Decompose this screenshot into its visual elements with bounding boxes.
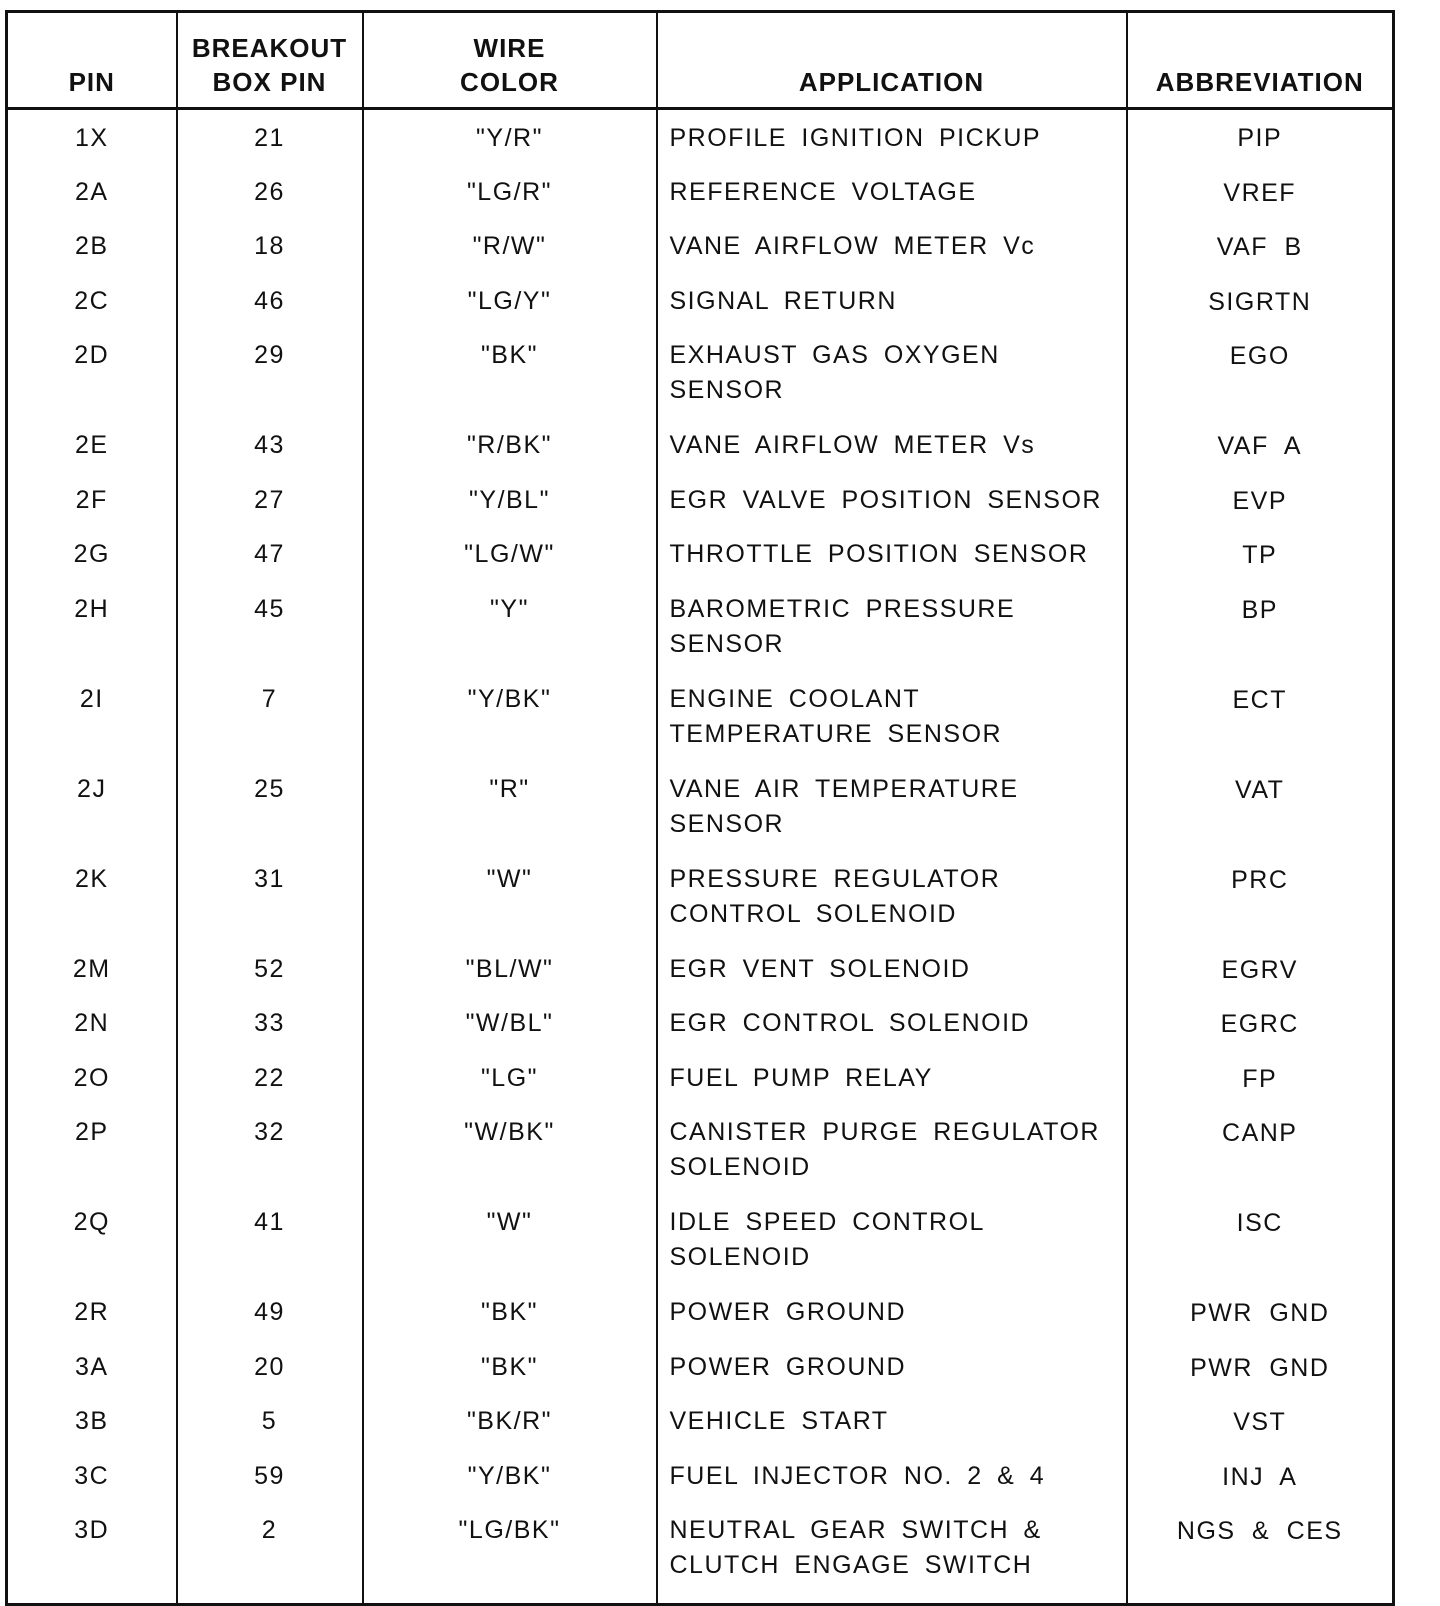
- application-line1: PRESSURE REGULATOR: [669, 864, 1001, 893]
- cell-breakout-box-pin: [177, 229, 363, 284]
- cell-abbreviation: [1127, 1205, 1394, 1295]
- cell-wire-color: [363, 1061, 657, 1116]
- pin-value: 2F: [75, 485, 108, 514]
- abbreviation-value: FP: [1242, 1064, 1278, 1093]
- cell-abbreviation: [1127, 1404, 1394, 1459]
- cell-application: [657, 952, 1127, 1007]
- box-pin-value: 25: [254, 774, 285, 803]
- box-pin-value: 26: [254, 177, 285, 206]
- cell-application: [657, 862, 1127, 952]
- cell-breakout-box-pin: [177, 1459, 363, 1514]
- header-wire-line1: WIRE: [473, 33, 546, 63]
- cell-application: [657, 175, 1127, 230]
- cell-pin: [7, 1513, 177, 1605]
- wire-color-value: "BK": [480, 341, 539, 369]
- cell-pin: [7, 1295, 177, 1350]
- application-line2: SOLENOID: [669, 1243, 811, 1271]
- table-header: [7, 12, 1394, 109]
- cell-pin: [7, 537, 177, 592]
- cell-wire-color: [363, 1205, 657, 1295]
- abbreviation-value: EGRV: [1221, 955, 1298, 984]
- cell-breakout-box-pin: [177, 1513, 363, 1605]
- application-line1: VANE AIRFLOW METER Vs: [669, 431, 1036, 459]
- table-row: [7, 1459, 1394, 1514]
- wire-color-value: "LG/BK": [458, 1516, 561, 1544]
- cell-pin: [7, 109, 177, 175]
- wire-color-value: "W": [486, 864, 533, 893]
- cell-abbreviation: [1127, 1459, 1394, 1514]
- box-pin-value: 22: [254, 1063, 285, 1092]
- wire-color-value: "BK/R": [466, 1407, 553, 1435]
- cell-breakout-box-pin: [177, 338, 363, 428]
- box-pin-value: 43: [254, 431, 285, 459]
- application-line1: VEHICLE START: [669, 1407, 889, 1435]
- box-pin-value: 33: [254, 1009, 285, 1037]
- pin-value: 2H: [74, 594, 110, 623]
- cell-wire-color: [363, 1404, 657, 1459]
- wire-color-value: "Y": [490, 594, 529, 623]
- wire-color-value: "LG": [480, 1063, 539, 1092]
- wire-color-value: "BL/W": [465, 954, 554, 983]
- box-pin-value: 20: [254, 1352, 285, 1381]
- cell-application: [657, 1205, 1127, 1295]
- abbreviation-value: ISC: [1236, 1209, 1283, 1237]
- table-row: [7, 952, 1394, 1007]
- cell-pin: [7, 1205, 177, 1295]
- application-line1: POWER GROUND: [669, 1298, 906, 1326]
- cell-wire-color: [363, 682, 657, 772]
- cell-breakout-box-pin: [177, 592, 363, 682]
- pin-value: 2P: [74, 1118, 109, 1146]
- box-pin-value: 45: [254, 594, 285, 623]
- header-row: [7, 12, 1394, 109]
- abbreviation-value: PWR GND: [1190, 1299, 1330, 1327]
- cell-wire-color: [363, 483, 657, 538]
- pin-value: 2I: [79, 684, 104, 713]
- abbreviation-value: PWR GND: [1190, 1353, 1330, 1382]
- cell-application: [657, 229, 1127, 284]
- cell-wire-color: [363, 109, 657, 175]
- cell-breakout-box-pin: [177, 1061, 363, 1116]
- cell-abbreviation: [1127, 1115, 1394, 1205]
- box-pin-value: 21: [254, 124, 285, 152]
- wire-color-value: "W/BL": [465, 1009, 554, 1037]
- abbreviation-value: PRC: [1231, 865, 1289, 894]
- box-pin-value: 2: [261, 1516, 278, 1544]
- cell-breakout-box-pin: [177, 1295, 363, 1350]
- application-line1: CANISTER PURGE REGULATOR: [669, 1118, 1100, 1146]
- cell-breakout-box-pin: [177, 1115, 363, 1205]
- application-line1: FUEL PUMP RELAY: [669, 1063, 933, 1092]
- box-pin-value: 29: [254, 341, 285, 369]
- wire-color-value: "Y/BK": [467, 1461, 552, 1490]
- cell-application: [657, 1006, 1127, 1061]
- box-pin-value: 46: [254, 286, 285, 315]
- cell-application: [657, 1115, 1127, 1205]
- cell-breakout-box-pin: [177, 1006, 363, 1061]
- pin-value: 2G: [73, 540, 110, 568]
- header-wire-color: [363, 12, 657, 109]
- wire-color-value: "Y/R": [476, 124, 543, 152]
- cell-application: [657, 483, 1127, 538]
- cell-pin: [7, 338, 177, 428]
- wire-color-value: "BK": [480, 1352, 539, 1381]
- cell-wire-color: [363, 175, 657, 230]
- cell-abbreviation: [1127, 1295, 1394, 1350]
- application-line1: VANE AIR TEMPERATURE: [669, 774, 1019, 803]
- pin-value: 1X: [74, 124, 109, 152]
- cell-breakout-box-pin: [177, 428, 363, 483]
- abbreviation-value: BP: [1241, 595, 1278, 624]
- cell-breakout-box-pin: [177, 284, 363, 339]
- application-line2: TEMPERATURE SENSOR: [669, 719, 1003, 748]
- cell-abbreviation: [1127, 175, 1394, 230]
- abbreviation-value: INJ A: [1222, 1462, 1298, 1491]
- cell-application: [657, 1513, 1127, 1605]
- cell-pin: [7, 1459, 177, 1514]
- table-row: [7, 229, 1394, 284]
- application-line1: POWER GROUND: [669, 1352, 906, 1381]
- abbreviation-value: VAF A: [1217, 432, 1302, 460]
- header-pin: [7, 12, 177, 109]
- box-pin-value: 31: [254, 864, 285, 893]
- box-pin-value: 32: [254, 1118, 285, 1146]
- pin-value: 2M: [72, 954, 111, 983]
- cell-wire-color: [363, 284, 657, 339]
- cell-pin: [7, 229, 177, 284]
- cell-breakout-box-pin: [177, 175, 363, 230]
- table-row: [7, 1350, 1394, 1405]
- cell-pin: [7, 1006, 177, 1061]
- cell-pin: [7, 284, 177, 339]
- cell-wire-color: [363, 1459, 657, 1514]
- pin-value: 3C: [74, 1461, 110, 1490]
- cell-application: [657, 1295, 1127, 1350]
- cell-pin: [7, 682, 177, 772]
- cell-pin: [7, 862, 177, 952]
- cell-breakout-box-pin: [177, 537, 363, 592]
- cell-abbreviation: [1127, 284, 1394, 339]
- table-row: [7, 592, 1394, 682]
- cell-application: [657, 284, 1127, 339]
- cell-breakout-box-pin: [177, 952, 363, 1007]
- wire-color-value: "W/BK": [464, 1118, 555, 1146]
- application-line2: SENSOR: [669, 809, 785, 838]
- abbreviation-value: ECT: [1232, 685, 1287, 714]
- table-row: [7, 1205, 1394, 1295]
- box-pin-value: 47: [254, 540, 285, 568]
- cell-breakout-box-pin: [177, 109, 363, 175]
- application-line1: EGR VENT SOLENOID: [669, 954, 971, 983]
- pin-value: 2C: [74, 286, 110, 315]
- cell-application: [657, 428, 1127, 483]
- application-line1: VANE AIRFLOW METER Vc: [669, 232, 1036, 260]
- cell-abbreviation: [1127, 952, 1394, 1007]
- cell-wire-color: [363, 1115, 657, 1205]
- abbreviation-value: VREF: [1223, 178, 1297, 207]
- cell-pin: [7, 175, 177, 230]
- table-row: [7, 1115, 1394, 1205]
- pin-value: 2N: [74, 1009, 110, 1037]
- table-row: [7, 1061, 1394, 1116]
- abbreviation-value: EGRC: [1220, 1010, 1299, 1038]
- box-pin-value: 41: [254, 1208, 285, 1236]
- cell-abbreviation: [1127, 229, 1394, 284]
- box-pin-value: 7: [261, 684, 278, 713]
- application-line1: PROFILE IGNITION PICKUP: [669, 124, 1042, 152]
- cell-abbreviation: [1127, 1350, 1394, 1405]
- wire-color-value: "Y/BL": [469, 485, 550, 514]
- wire-color-value: "BK": [480, 1298, 539, 1326]
- cell-wire-color: [363, 1513, 657, 1605]
- cell-application: [657, 1459, 1127, 1514]
- table-row: [7, 537, 1394, 592]
- cell-application: [657, 1350, 1127, 1405]
- pin-value: 2K: [74, 864, 109, 893]
- application-line1: EXHAUST GAS OXYGEN: [669, 341, 1000, 369]
- cell-breakout-box-pin: [177, 682, 363, 772]
- table-row: [7, 284, 1394, 339]
- cell-wire-color: [363, 229, 657, 284]
- cell-wire-color: [363, 537, 657, 592]
- wire-color-value: "LG/Y": [467, 286, 552, 315]
- header-abbreviation: [1127, 12, 1394, 109]
- cell-application: [657, 109, 1127, 175]
- pin-value: 2Q: [73, 1208, 110, 1236]
- cell-abbreviation: [1127, 428, 1394, 483]
- table-row: [7, 1006, 1394, 1061]
- pin-value: 2E: [74, 431, 109, 459]
- cell-abbreviation: [1127, 1061, 1394, 1116]
- cell-pin: [7, 772, 177, 862]
- cell-abbreviation: [1127, 772, 1394, 862]
- wire-color-value: "R/BK": [466, 431, 553, 459]
- application-line1: BAROMETRIC PRESSURE: [669, 594, 1016, 623]
- cell-application: [657, 592, 1127, 682]
- header-pin-label: PIN: [68, 67, 115, 97]
- wire-color-value: "R/W": [472, 232, 547, 260]
- box-pin-value: 49: [254, 1298, 285, 1326]
- cell-abbreviation: [1127, 1513, 1394, 1605]
- table-row: [7, 338, 1394, 428]
- cell-application: [657, 1404, 1127, 1459]
- table-row: [7, 483, 1394, 538]
- application-line2: SOLENOID: [669, 1153, 811, 1181]
- box-pin-value: 18: [254, 232, 285, 260]
- cell-pin: [7, 952, 177, 1007]
- application-line2: CLUTCH ENGAGE SWITCH: [669, 1551, 1033, 1579]
- application-line1: THROTTLE POSITION SENSOR: [669, 540, 1089, 568]
- cell-breakout-box-pin: [177, 1350, 363, 1405]
- cell-abbreviation: [1127, 1006, 1394, 1061]
- box-pin-value: 52: [254, 954, 285, 983]
- cell-application: [657, 682, 1127, 772]
- cell-pin: [7, 1115, 177, 1205]
- wire-color-value: "LG/R": [466, 177, 553, 206]
- cell-abbreviation: [1127, 483, 1394, 538]
- cell-abbreviation: [1127, 592, 1394, 682]
- box-pin-value: 27: [254, 485, 285, 514]
- abbreviation-value: PIP: [1237, 124, 1283, 152]
- abbreviation-value: EVP: [1232, 486, 1288, 515]
- cell-pin: [7, 428, 177, 483]
- pin-value: 2A: [74, 177, 109, 206]
- table-row: [7, 428, 1394, 483]
- cell-wire-color: [363, 338, 657, 428]
- abbreviation-value: NGS & CES: [1176, 1517, 1343, 1545]
- header-wire-line2: COLOR: [460, 67, 559, 97]
- cell-breakout-box-pin: [177, 772, 363, 862]
- pin-value: 2B: [74, 232, 109, 260]
- header-breakout-line2: BOX PIN: [212, 67, 327, 97]
- table-row: [7, 109, 1394, 175]
- table-body: [7, 109, 1394, 1605]
- cell-pin: [7, 483, 177, 538]
- table-row: [7, 1295, 1394, 1350]
- header-breakout-line1: BREAKOUT: [191, 33, 348, 63]
- cell-breakout-box-pin: [177, 1205, 363, 1295]
- cell-pin: [7, 592, 177, 682]
- application-line1: REFERENCE VOLTAGE: [669, 177, 977, 206]
- application-line2: SENSOR: [669, 629, 785, 658]
- wire-color-value: "Y/BK": [467, 684, 552, 713]
- cell-application: [657, 537, 1127, 592]
- application-line2: SENSOR: [669, 376, 785, 404]
- application-line1: EGR CONTROL SOLENOID: [669, 1009, 1031, 1037]
- table-row: [7, 1513, 1394, 1605]
- cell-wire-color: [363, 1295, 657, 1350]
- pin-value: 3A: [74, 1352, 109, 1381]
- cell-abbreviation: [1127, 682, 1394, 772]
- cell-application: [657, 1061, 1127, 1116]
- pin-value: 3B: [74, 1407, 109, 1435]
- pin-value: 2R: [74, 1298, 110, 1326]
- cell-breakout-box-pin: [177, 862, 363, 952]
- abbreviation-value: SIGRTN: [1208, 287, 1312, 316]
- cell-abbreviation: [1127, 537, 1394, 592]
- cell-abbreviation: [1127, 338, 1394, 428]
- table-row: [7, 682, 1394, 772]
- pin-value: 2J: [77, 774, 107, 803]
- box-pin-value: 59: [254, 1461, 285, 1490]
- table-row: [7, 175, 1394, 230]
- cell-breakout-box-pin: [177, 1404, 363, 1459]
- application-line2: CONTROL SOLENOID: [669, 899, 957, 928]
- pin-value: 2D: [74, 341, 110, 369]
- abbreviation-value: CANP: [1222, 1119, 1298, 1147]
- cell-abbreviation: [1127, 109, 1394, 175]
- cell-wire-color: [363, 1350, 657, 1405]
- application-line1: IDLE SPEED CONTROL: [669, 1208, 985, 1236]
- cell-wire-color: [363, 772, 657, 862]
- cell-wire-color: [363, 862, 657, 952]
- header-application-label: APPLICATION: [798, 67, 985, 97]
- cell-pin: [7, 1350, 177, 1405]
- header-application: [657, 12, 1127, 109]
- table-row: [7, 1404, 1394, 1459]
- cell-wire-color: [363, 428, 657, 483]
- cell-application: [657, 338, 1127, 428]
- application-line1: ENGINE COOLANT: [669, 684, 921, 713]
- header-breakout-box-pin: [177, 12, 363, 109]
- wire-color-value: "R": [489, 774, 530, 803]
- abbreviation-value: EGO: [1229, 342, 1290, 370]
- cell-breakout-box-pin: [177, 483, 363, 538]
- cell-application: [657, 772, 1127, 862]
- application-line1: EGR VALVE POSITION SENSOR: [669, 485, 1102, 514]
- wire-color-value: "W": [486, 1208, 533, 1236]
- header-abbreviation-label: ABBREVIATION: [1155, 67, 1364, 97]
- cell-pin: [7, 1061, 177, 1116]
- table-row: [7, 772, 1394, 862]
- table-row: [7, 862, 1394, 952]
- application-line1: NEUTRAL GEAR SWITCH &: [669, 1516, 1042, 1544]
- application-line1: SIGNAL RETURN: [669, 286, 897, 315]
- cell-wire-color: [363, 952, 657, 1007]
- wire-color-value: "LG/W": [464, 540, 555, 568]
- abbreviation-value: TP: [1242, 541, 1278, 569]
- abbreviation-value: VST: [1233, 1408, 1287, 1436]
- cell-wire-color: [363, 1006, 657, 1061]
- cell-abbreviation: [1127, 862, 1394, 952]
- pinout-table: [5, 10, 1395, 1606]
- box-pin-value: 5: [261, 1407, 278, 1435]
- abbreviation-value: VAT: [1235, 775, 1285, 804]
- pin-value: 2O: [73, 1063, 110, 1092]
- cell-wire-color: [363, 592, 657, 682]
- application-line1: FUEL INJECTOR NO. 2 & 4: [669, 1461, 1046, 1490]
- abbreviation-value: VAF B: [1216, 233, 1303, 261]
- pin-value: 3D: [74, 1516, 110, 1544]
- cell-pin: [7, 1404, 177, 1459]
